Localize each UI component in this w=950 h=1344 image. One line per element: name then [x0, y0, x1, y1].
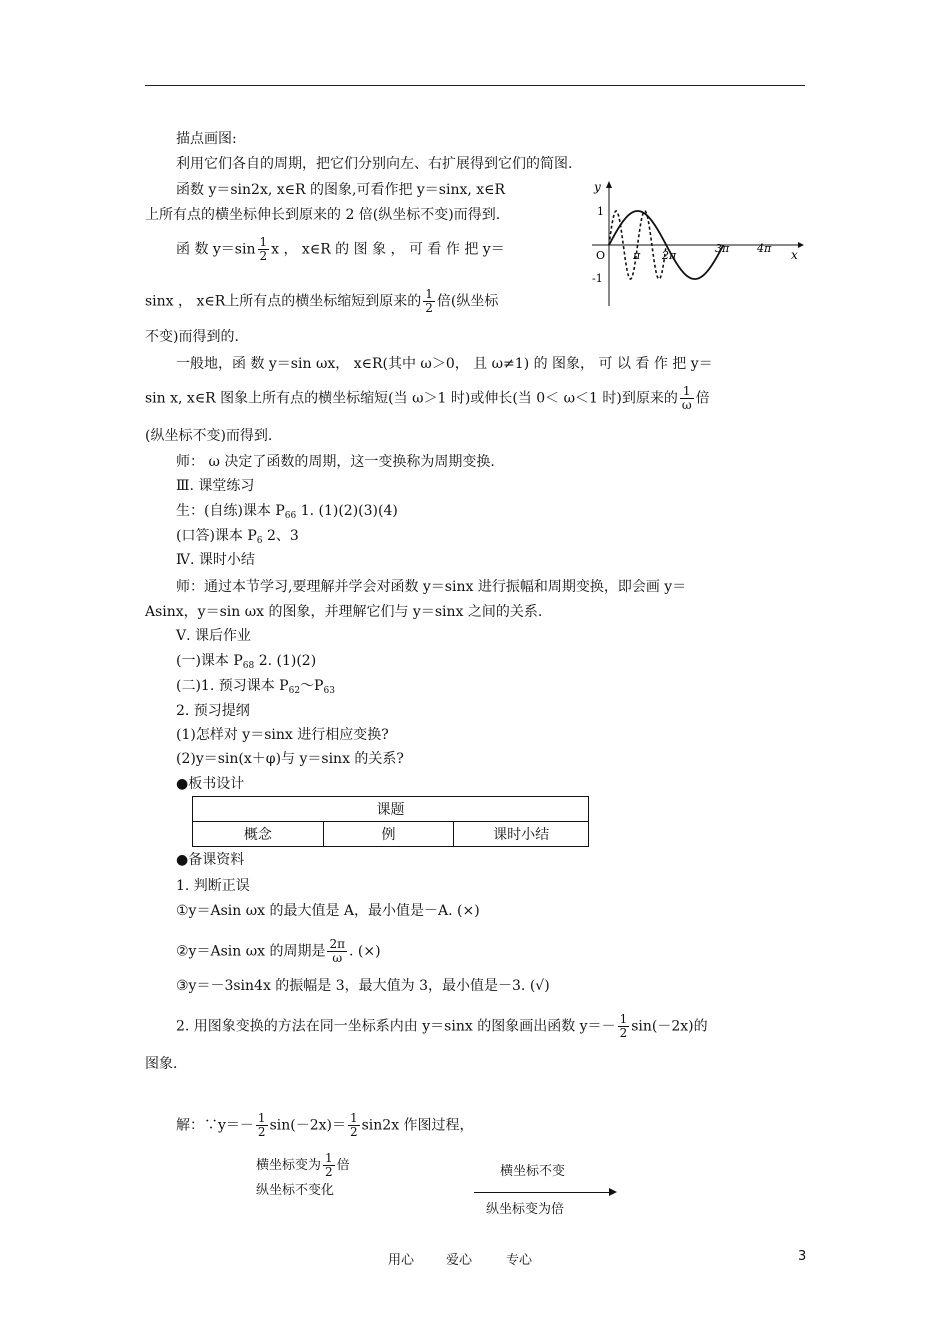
question-2b: 图象.: [145, 1056, 178, 1072]
board-col-summary: 课时小结: [454, 822, 589, 847]
fraction-half: $\frac{1}{2}$: [349, 1111, 358, 1139]
fraction-one-over-omega: $\frac{1}{\omega}$: [681, 384, 692, 412]
board-col-concept: 概念: [193, 822, 324, 847]
step-1-a: 横坐标变为 $\frac{1}{2}$ 倍: [256, 1151, 350, 1179]
y-tick-neg1: -1: [592, 272, 603, 285]
judge-1: ①y＝Asin ωx 的最大值是 A，最小值是－A. (×): [176, 903, 480, 919]
fraction-half: $\frac{1}{2}$: [259, 235, 268, 263]
x-axis-arrow: [798, 242, 804, 248]
x-tick-4pi: 4π: [757, 242, 772, 255]
teacher-note-1: 师： ω 决定了函数的周期，这一变换称为周期变换.: [176, 454, 495, 470]
x-tick-pi: π: [633, 249, 641, 262]
fraction-half: $\frac{1}{2}$: [325, 1151, 333, 1179]
exercise-2: (口答)课本 $P_6$ 2、3: [176, 528, 299, 546]
exercise-1: 生：(自练)课本 $P_{66}$ 1. (1)(2)(3)(4): [176, 503, 398, 521]
prep-heading: ●备课资料: [176, 852, 245, 868]
paragraph-1b: 上所有点的横坐标伸长到原来的 2 倍(纵坐标不变)而得到.: [145, 207, 501, 223]
footer-middle: 爱心: [446, 1253, 473, 1268]
judge-3: ③y＝－3sin4x 的振幅是 3，最大值为 3，最小值是－3. (√): [176, 978, 550, 994]
summary-b: Asinx，y＝sin ωx 的图象，并理解它们与 y＝sinx 之间的关系.: [145, 604, 543, 620]
board-col-example: 例: [323, 822, 454, 847]
board-title-cell: 课题: [193, 797, 589, 822]
x-tick-2pi: 2π: [662, 249, 677, 262]
y-tick-1: 1: [597, 205, 604, 218]
homework-2: (二)1. 预习课本 $P_{62}\sim P_{63}$: [176, 678, 335, 696]
paragraph-2b: sinx ， x∈R上所有点的横坐标缩短到原来的 $\frac{1}{2}$ 倍(纵坐标: [145, 287, 499, 315]
x-axis-label: x: [791, 248, 798, 262]
section-3-heading: Ⅲ. 课堂练习: [176, 478, 255, 494]
step-2-a: 横坐标不变: [500, 1164, 566, 1179]
footer-right: 专心: [506, 1253, 533, 1268]
plot-title: 描点画图:: [176, 131, 237, 147]
homework-3: 2. 预习提纲: [176, 703, 250, 719]
transform-arrow-line: [474, 1192, 612, 1193]
question-2a: 2. 用图象变换的方法在同一坐标系内由 y＝sinx 的图象画出函数 y＝－ $\frac{1}{2}$ sin(－2x)的: [176, 1012, 708, 1040]
homework-5: (2)y＝sin(x＋φ)与 y＝sinx 的关系?: [176, 751, 404, 767]
fraction-half: $\frac{1}{2}$: [257, 1111, 266, 1139]
transform-arrow-head: [609, 1188, 617, 1196]
board-design-table: [192, 796, 589, 847]
summary-a: 师：通过本节学习,要理解并学会对函数 y＝sinx 进行振幅和周期变换，即会画 y＝: [176, 579, 687, 595]
judge-2: ②y＝Asin ωx 的周期是 $\frac{2\pi}{\omega}$ . (×): [176, 937, 381, 965]
header-rule: [145, 85, 805, 86]
x-tick-origin: O: [596, 249, 606, 262]
paragraph-3a: 一般地，函 数 y＝sin ωx， x∈R(其中 ω＞0， 且 ω≠1) 的 图象， 可 以 看 作 把 y＝: [176, 356, 713, 372]
page-number: 3: [798, 1249, 807, 1264]
section-5-heading: Ⅴ. 课后作业: [176, 628, 252, 644]
board-heading: ●板书设计: [176, 776, 245, 792]
sine-graph: [586, 178, 808, 308]
fraction-half: $\frac{1}{2}$: [425, 287, 433, 315]
paragraph-2c: 不变)而得到的.: [145, 329, 239, 345]
homework-1: (一)课本 $P_{68}$ 2. (1)(2): [176, 653, 317, 671]
prep-item-1: 1. 判断正误: [176, 878, 250, 894]
x-tick-3pi: 3π: [715, 242, 730, 255]
y-axis-arrow: [606, 181, 612, 188]
paragraph-3b: sin x, x∈R 图象上所有点的横坐标缩短(当 ω＞1 时)或伸长(当 0＜ ω＜1 时)到原来的 $\frac{1}{\omega}$ 倍: [145, 384, 710, 412]
step-1-b: 纵坐标不变化: [256, 1183, 335, 1198]
paragraph-1a: 函数 y＝sin2x, x∈R 的图象,可看作把 y＝sinx, x∈R: [176, 182, 506, 198]
footer-left: 用心: [388, 1253, 415, 1268]
y-axis-label: y: [594, 180, 601, 194]
fraction-2pi-over-omega: $\frac{2\pi}{\omega}$: [329, 937, 345, 965]
extend-note: 利用它们各自的周期，把它们分别向左、右扩展得到它们的简图.: [176, 156, 573, 172]
homework-4: (1)怎样对 y＝sinx 进行相应变换?: [176, 727, 389, 743]
paragraph-2a: 函 数 y＝sin $\frac{1}{2}$ x ， x∈R 的 图 象 ， 可 看 作 把 y＝: [176, 235, 505, 263]
paragraph-3c: (纵坐标不变)而得到.: [145, 428, 273, 444]
section-4-heading: Ⅳ. 课时小结: [176, 552, 255, 568]
solution-line: 解：∵y＝－ $\frac{1}{2}$ sin(－2x)＝ $\frac{1}{2}$ sin2x 作图过程，: [176, 1111, 474, 1139]
fraction-half: $\frac{1}{2}$: [619, 1012, 628, 1040]
step-2-b: 纵坐标变为倍: [486, 1202, 565, 1217]
